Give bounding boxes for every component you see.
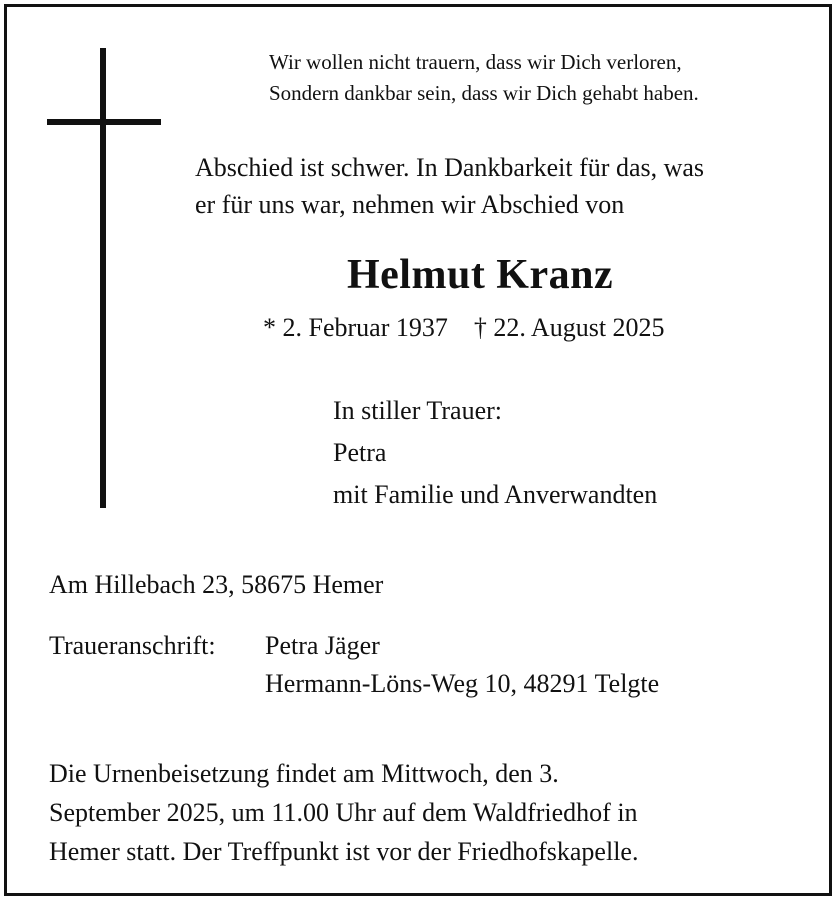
ceremony-line-2: September 2025, um 11.00 Uhr auf dem Waldfriedhof in xyxy=(49,798,638,827)
condolence-address-label: Traueranschrift: xyxy=(49,631,216,660)
intro-text xyxy=(195,149,704,223)
ceremony-line-1: Die Urnenbeisetzung findet am Mittwoch, den 3. xyxy=(49,759,559,788)
mourner-name: Petra xyxy=(333,438,387,467)
deceased-name: Helmut Kranz xyxy=(347,252,614,298)
ceremony-notice xyxy=(49,754,638,871)
contact-street: Hermann-Löns-Weg 10, 48291 Telgte xyxy=(265,669,660,698)
cross-horizontal-bar xyxy=(47,119,161,125)
motto-line-1: Wir wollen nicht trauern, dass wir Dich verloren, xyxy=(269,50,682,74)
ceremony-line-3: Hemer statt. Der Treffpunkt ist vor der Friedhofskapelle. xyxy=(49,837,639,866)
contact-name: Petra Jäger xyxy=(265,631,380,660)
condolence-address-lines xyxy=(265,627,659,703)
obituary-frame xyxy=(4,4,832,896)
motto-verse xyxy=(269,47,699,109)
life-dates xyxy=(263,310,665,346)
mourners-block xyxy=(333,390,657,516)
death-date: † 22. August 2025 xyxy=(473,313,665,342)
birth-date: * 2. Februar 1937 xyxy=(263,313,448,342)
mourner-family: mit Familie und Anverwandten xyxy=(333,480,658,509)
intro-line-1: Abschied ist schwer. In Dankbarkeit für das, was xyxy=(195,153,705,182)
residence-address: Am Hillebach 23, 58675 Hemer xyxy=(49,570,384,599)
intro-line-2: er für uns war, nehmen wir Abschied von xyxy=(195,190,625,219)
motto-line-2: Sondern dankbar sein, dass wir Dich gehabt haben. xyxy=(269,81,699,105)
cross-vertical-bar xyxy=(100,48,106,508)
mourners-heading: In stiller Trauer: xyxy=(333,396,502,425)
